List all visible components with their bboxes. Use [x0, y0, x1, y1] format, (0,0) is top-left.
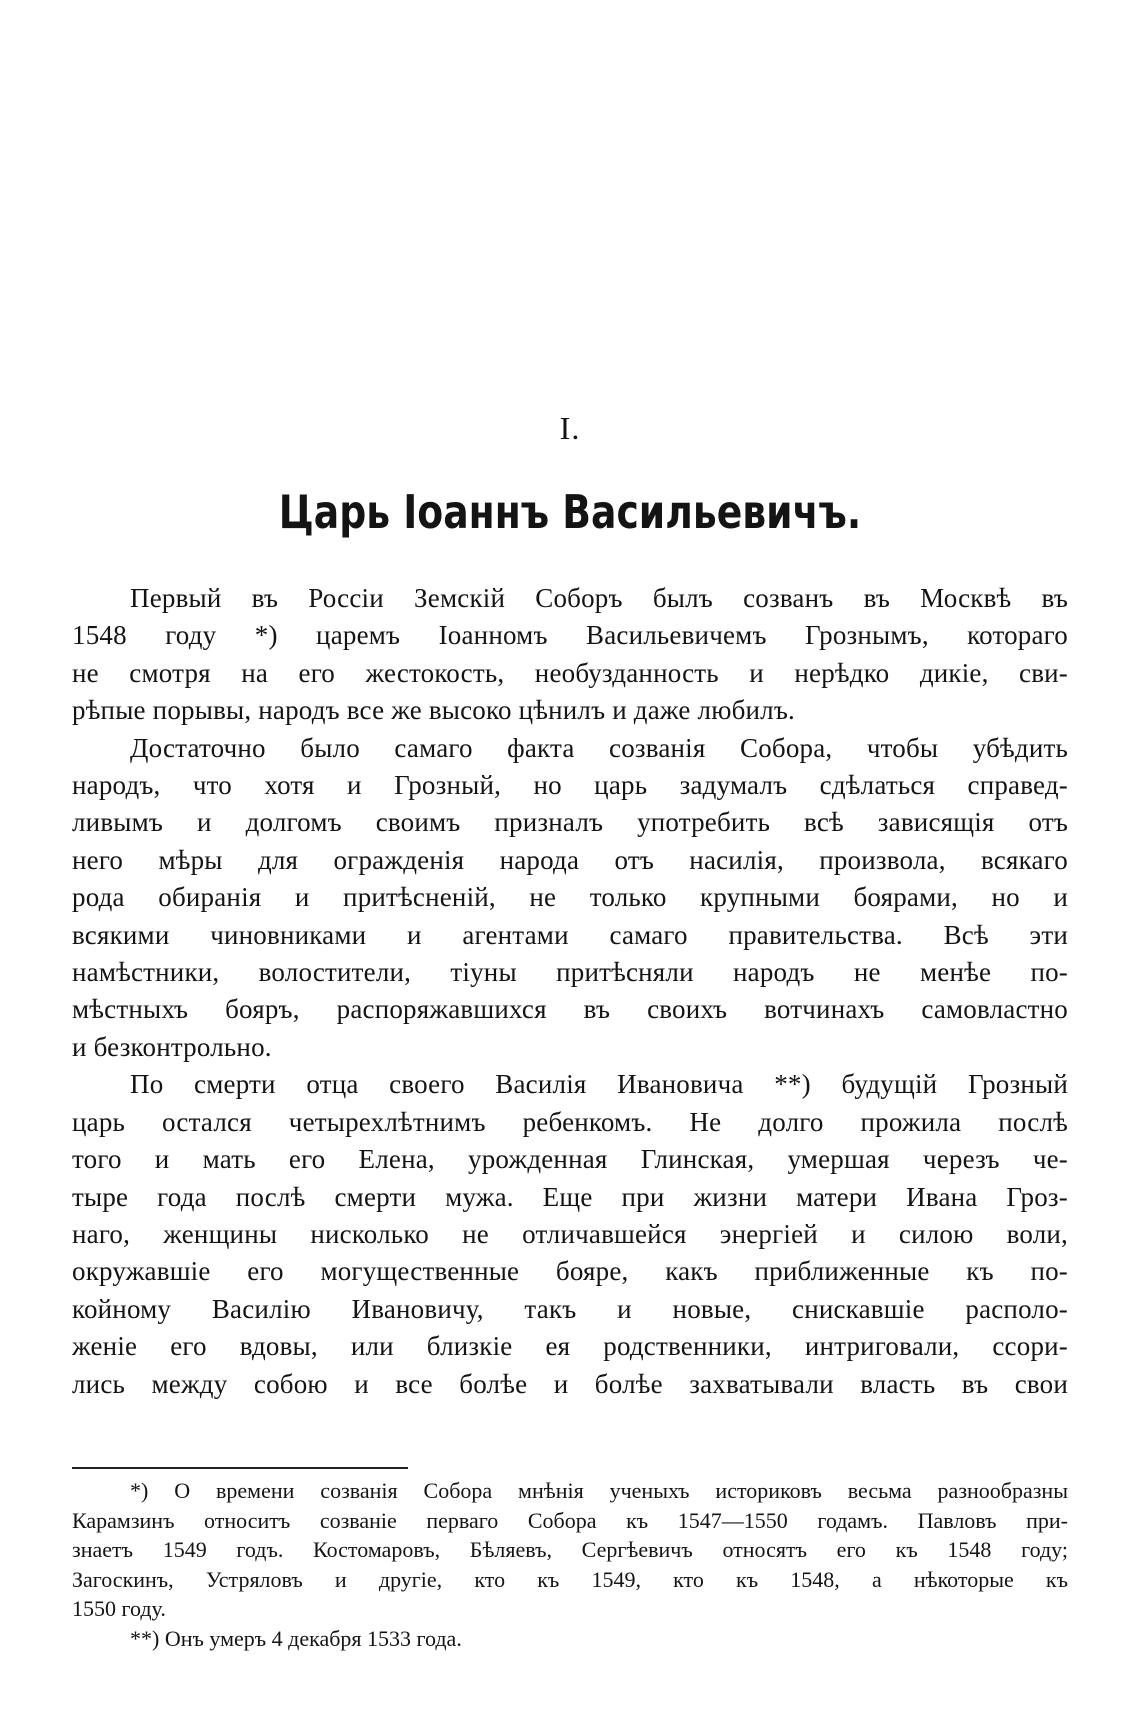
- text-line: наго, женщины нисколько не отличавшейся энергіей и силою воли,: [72, 1218, 1068, 1249]
- paragraph-1: [72, 580, 1068, 730]
- footnotes: [72, 1476, 1068, 1653]
- text-line: и безконтрольно.: [72, 1031, 272, 1062]
- text-line: женіе его вдовы, или близкіе ея родственники, интриговали, ссори-: [72, 1331, 1068, 1362]
- text-line: тыре года послѣ смерти мужа. Еще при жизни матери Ивана Гроз-: [72, 1181, 1068, 1212]
- text-line: не смотря на его жестокость, необузданность и нерѣдко дикіе, сви-: [72, 657, 1068, 688]
- text-line: всякими чиновниками и агентами самаго правительства. Всѣ эти: [72, 919, 1068, 950]
- text-line: намѣстники, волостители, тіуны притѣсняли народъ не менѣе по-: [72, 957, 1068, 988]
- text-line: ливымъ и долгомъ своимъ призналъ употребить всѣ зависящія отъ: [72, 807, 1068, 838]
- footnote-line: 1550 году.: [72, 1596, 166, 1621]
- text-line: 1548 году *) царемъ Іоанномъ Васильевичемъ Грознымъ, котораго: [72, 620, 1068, 651]
- text-line: лись между собою и все болѣе и болѣе захватывали власть въ свои: [72, 1368, 1068, 1399]
- text-line: того и мать его Елена, урожденная Глинская, умершая черезъ че-: [72, 1144, 1068, 1175]
- text-line: мѣстныхъ бояръ, распоряжавшихся въ своихъ вотчинахъ самовластно: [72, 994, 1068, 1025]
- text-line: По смерти отца своего Василія Ивановича **) будущій Грозный: [130, 1069, 1068, 1100]
- text-line: койному Василію Ивановичу, такъ и новые, снискавшіе располо-: [72, 1293, 1068, 1324]
- chapter-number: I.: [559, 410, 581, 446]
- paragraph-3: [72, 1066, 1068, 1403]
- footnote-line: Карамзинъ относитъ созваніе перваго Собора къ 1547—1550 годамъ. Павловъ при-: [72, 1507, 1068, 1533]
- text-line: царь остался четырехлѣтнимъ ребенкомъ. Не долго прожила послѣ: [72, 1106, 1068, 1137]
- text-line: рода обиранія и притѣсненій, не только крупными боярами, но и: [72, 882, 1068, 913]
- footnote-divider: [72, 1467, 408, 1469]
- footnote-line: знаетъ 1549 годъ. Костомаровъ, Бѣляевъ, Сергѣевичъ относятъ его къ 1548 году;: [72, 1537, 1068, 1562]
- text-line: него мѣры для огражденія народа отъ насилія, произвола, всякаго: [72, 844, 1068, 875]
- text-line: окружавшіе его могущественные бояре, какъ приближенные къ по-: [72, 1256, 1068, 1287]
- footnote-2: [72, 1624, 1068, 1654]
- text-line: рѣпые порывы, народъ все же высоко цѣнилъ и даже любилъ.: [72, 695, 795, 726]
- footnote-line: Загоскинъ, Устряловъ и другіе, кто къ 1549, кто къ 1548, а нѣкоторые къ: [72, 1566, 1068, 1592]
- chapter-title: Царь Іоаннъ Васильевичъ.: [278, 485, 862, 539]
- footnote-line: *) О времени созванія Собора мнѣнія ученыхъ историковъ весьма разнообразны: [130, 1478, 1068, 1503]
- text-line: Достаточно было самаго факта созванія Собора, чтобы убѣдить: [130, 732, 1068, 763]
- text-line: Первый въ Россіи Земскій Соборъ былъ созванъ въ Москвѣ въ: [130, 583, 1068, 613]
- text-line: народъ, что хотя и Грозный, но царь задумалъ сдѣлаться справед-: [72, 770, 1068, 801]
- paragraph-2: [72, 730, 1068, 1067]
- body-text: [72, 580, 1068, 1403]
- footnote-1: [72, 1476, 1068, 1624]
- footnote-line: **) Онъ умеръ 4 декабря 1533 года.: [130, 1625, 462, 1651]
